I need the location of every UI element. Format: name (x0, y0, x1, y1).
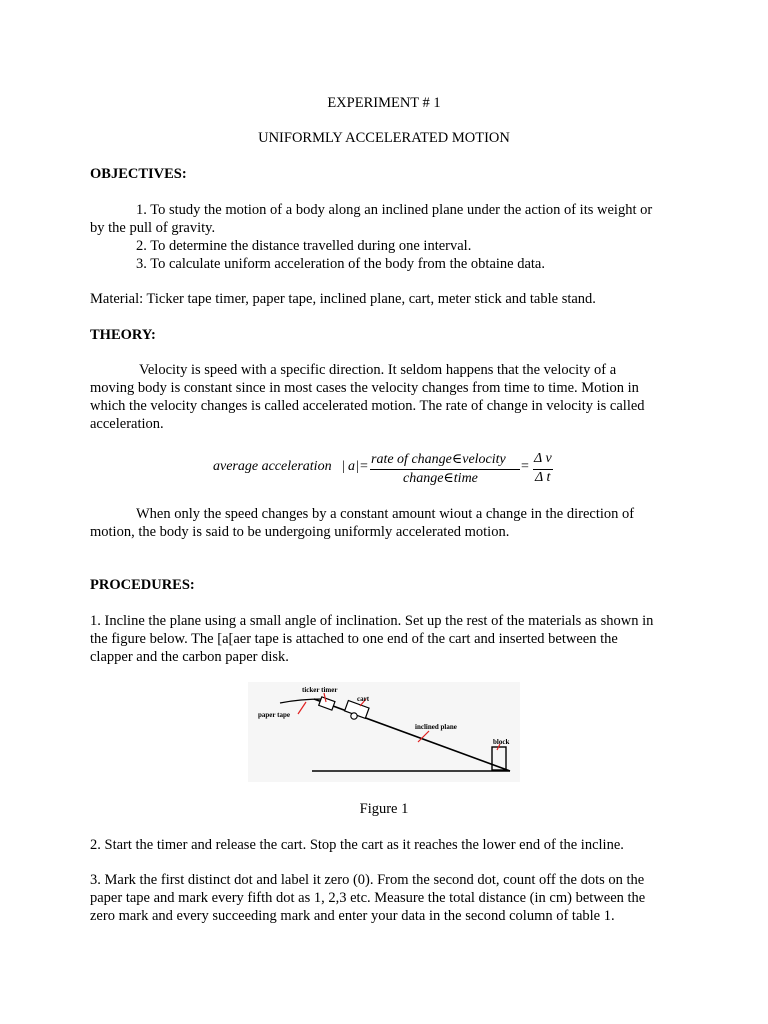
objective-1: 1. To study the motion of a body along an inclined plane under the action of its weight or (136, 202, 653, 218)
cart-wheel (351, 713, 357, 719)
theory-line-4: acceleration. (90, 416, 164, 432)
formula-equals-1: = (360, 459, 368, 474)
formula-numerator: rate of change∈velocity (371, 452, 506, 467)
theory-line-1: Velocity is speed with a specific direction. It seldom happens that the velocity of a (139, 362, 617, 378)
inclined-plane-figure (248, 682, 520, 782)
block-label: block (493, 738, 510, 746)
step-1-line-2: the figure below. The [a[aer tape is attached to one end of the cart and inserted between the (90, 631, 618, 647)
formula-abs-open: | (342, 459, 345, 474)
theory-heading: THEORY: (90, 327, 156, 343)
document-title: UNIFORMLY ACCELERATED MOTION (258, 130, 510, 146)
objectives-heading: OBJECTIVES: (90, 166, 187, 182)
objective-3: 3. To calculate uniform acceleration of the body from the obtaine data. (136, 256, 545, 272)
procedures-heading: PROCEDURES: (90, 577, 195, 593)
step-3-line-2: paper tape and mark every fifth dot as 1, 2,3 etc. Measure the total distance (in cm) between the (90, 890, 646, 906)
step-2: 2. Start the timer and release the cart. Stop the cart as it reaches the lower end of the incline. (90, 837, 624, 853)
figure-caption: Figure 1 (359, 801, 409, 817)
step-3-line-1: 3. Mark the first distinct dot and label it zero (0). From the second dot, count off the dots on the (90, 872, 645, 888)
uniform-line-1: When only the speed changes by a constant amount wiout a change in the direction of (136, 506, 635, 522)
theory-line-3: which the velocity changes is called accelerated motion. The rate of change in velocity is called (90, 398, 645, 414)
ticker-timer-label: ticker timer (302, 686, 338, 694)
step-1-line-1: 1. Incline the plane using a small angle of inclination. Set up the rest of the materials as shown in (90, 613, 654, 629)
step-1-line-3: clapper and the carbon paper disk. (90, 649, 289, 665)
objective-1-cont: by the pull of gravity. (90, 220, 216, 236)
paper-tape-label: paper tape (258, 711, 290, 719)
inclined-plane-label: inclined plane (415, 723, 457, 731)
material-line: Material: Ticker tape timer, paper tape, inclined plane, cart, meter stick and table stand. (90, 291, 596, 307)
uniform-line-2: motion, the body is said to be undergoing uniformly accelerated motion. (90, 524, 510, 540)
objective-2: 2. To determine the distance travelled during one interval. (136, 238, 472, 254)
experiment-number: EXPERIMENT # 1 (327, 95, 441, 111)
formula-equals-2: = (521, 459, 529, 474)
step-3-line-3: zero mark and every succeeding mark and enter your data in the second column of table 1. (90, 908, 615, 924)
formula-abs-close: | (356, 459, 359, 474)
cart-label: cart (357, 695, 370, 703)
formula-denominator: change∈time (403, 471, 478, 486)
formula-delta-v: Δ v (534, 451, 552, 466)
formula-abs-var: a (348, 459, 355, 474)
inclined-plane-diagram (248, 682, 520, 782)
formula-lhs: average acceleration (213, 459, 332, 474)
formula-delta-t: Δ t (535, 470, 551, 485)
theory-line-2: moving body is constant since in most cases the velocity changes from time to time. Motion in (90, 380, 639, 396)
